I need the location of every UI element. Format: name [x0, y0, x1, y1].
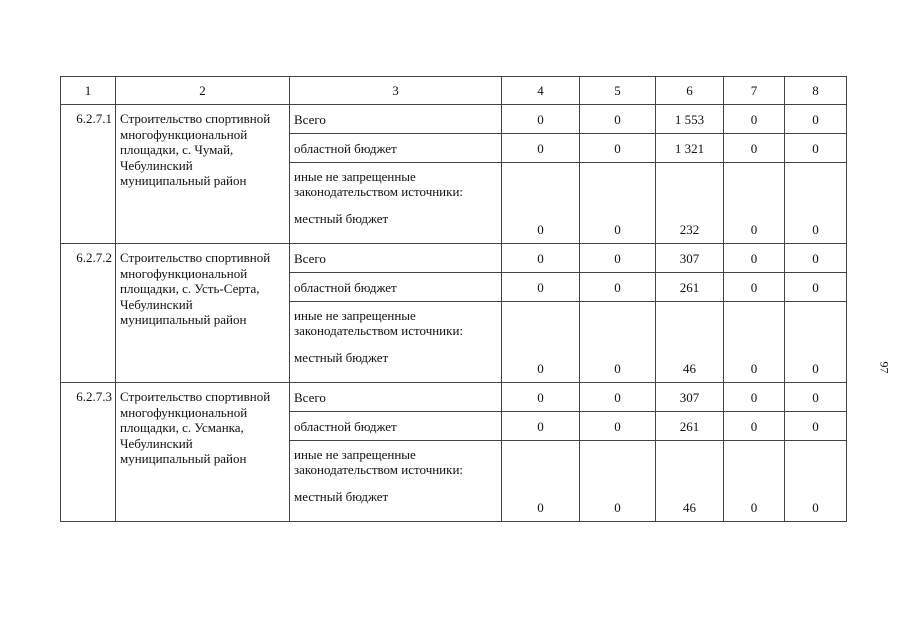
- item-name: Строительство спортивной многофункциональной площадки, с. Усть-Серта, Чебулинский муниципальный район: [116, 244, 290, 383]
- value-cell: 0: [502, 383, 580, 412]
- value-cell: 0: [502, 134, 580, 163]
- source-cell: [290, 163, 502, 244]
- value-cell: 0: [502, 244, 580, 273]
- value-cell: 0: [724, 244, 785, 273]
- value-cell: 0: [724, 273, 785, 302]
- value-cell: 0: [724, 383, 785, 412]
- value-cell: 232: [656, 163, 724, 244]
- header-cell: 5: [580, 77, 656, 105]
- value-cell: 0: [724, 412, 785, 441]
- other-sources-label: иные не запрещенные законодательством источники:: [294, 169, 464, 199]
- value-cell: 0: [580, 412, 656, 441]
- value-cell: 46: [656, 441, 724, 522]
- value-cell: 0: [724, 163, 785, 244]
- value-cell: 0: [580, 105, 656, 134]
- other-sources-label: иные не запрещенные законодательством источники:: [294, 447, 464, 477]
- source-label: Всего: [290, 244, 502, 273]
- item-code: 6.2.7.1: [61, 105, 116, 244]
- header-cell: 6: [656, 77, 724, 105]
- other-sources-label: иные не запрещенные законодательством источники:: [294, 308, 464, 338]
- item-code: 6.2.7.2: [61, 244, 116, 383]
- source-label: областной бюджет: [290, 273, 502, 302]
- value-cell: 307: [656, 244, 724, 273]
- page-number: 97: [877, 361, 892, 374]
- value-cell: 0: [502, 273, 580, 302]
- table-row: [61, 244, 847, 273]
- value-cell: 0: [785, 163, 847, 244]
- value-cell: 0: [580, 441, 656, 522]
- value-cell: 0: [785, 105, 847, 134]
- value-cell: 261: [656, 273, 724, 302]
- header-cell: 1: [61, 77, 116, 105]
- source-label: местный бюджет: [294, 350, 389, 365]
- value-cell: 0: [785, 412, 847, 441]
- table-row: [61, 105, 847, 134]
- item-name: Строительство спортивной многофункциональной площадки, с. Усманка, Чебулинский муниципальный район: [116, 383, 290, 522]
- source-label: местный бюджет: [294, 489, 389, 504]
- value-cell: 0: [785, 134, 847, 163]
- value-cell: 307: [656, 383, 724, 412]
- value-cell: 1 321: [656, 134, 724, 163]
- value-cell: 261: [656, 412, 724, 441]
- value-cell: 0: [502, 441, 580, 522]
- header-cell: 8: [785, 77, 847, 105]
- source-label: областной бюджет: [290, 134, 502, 163]
- value-cell: 0: [580, 163, 656, 244]
- header-cell: 2: [116, 77, 290, 105]
- value-cell: 0: [785, 441, 847, 522]
- value-cell: 0: [724, 441, 785, 522]
- item-name: Строительство спортивной многофункциональной площадки, с. Чумай, Чебулинский муниципальный район: [116, 105, 290, 244]
- value-cell: 0: [580, 244, 656, 273]
- value-cell: 0: [785, 244, 847, 273]
- value-cell: 0: [785, 302, 847, 383]
- source-label: Всего: [290, 105, 502, 134]
- value-cell: 0: [785, 273, 847, 302]
- budget-table: [60, 76, 847, 522]
- source-label: Всего: [290, 383, 502, 412]
- value-cell: 0: [502, 163, 580, 244]
- value-cell: 0: [502, 302, 580, 383]
- value-cell: 0: [580, 383, 656, 412]
- value-cell: 0: [785, 383, 847, 412]
- value-cell: 0: [724, 302, 785, 383]
- value-cell: 0: [580, 302, 656, 383]
- value-cell: 0: [502, 105, 580, 134]
- source-cell: [290, 441, 502, 522]
- value-cell: 0: [580, 134, 656, 163]
- item-code: 6.2.7.3: [61, 383, 116, 522]
- header-cell: 7: [724, 77, 785, 105]
- value-cell: 0: [724, 134, 785, 163]
- header-cell: 3: [290, 77, 502, 105]
- value-cell: 46: [656, 302, 724, 383]
- value-cell: 0: [580, 273, 656, 302]
- source-cell: [290, 302, 502, 383]
- source-label: областной бюджет: [290, 412, 502, 441]
- value-cell: 1 553: [656, 105, 724, 134]
- value-cell: 0: [724, 105, 785, 134]
- header-row: [61, 77, 847, 105]
- value-cell: 0: [502, 412, 580, 441]
- table-row: [61, 383, 847, 412]
- source-label: местный бюджет: [294, 211, 389, 226]
- header-cell: 4: [502, 77, 580, 105]
